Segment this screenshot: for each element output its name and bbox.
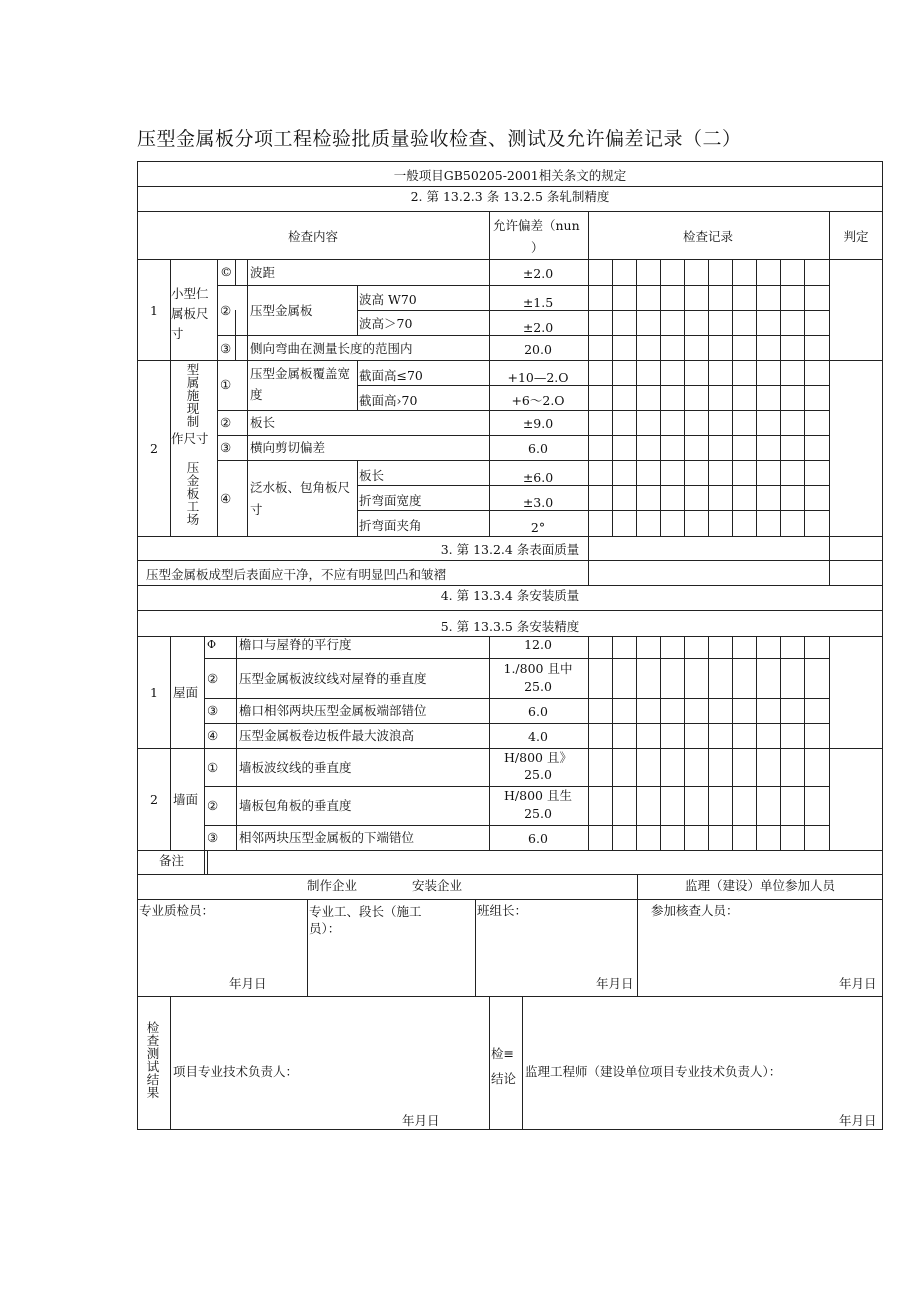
surface-requirement: 压型金属板成型后表面应干净，不应有明显凹凸和皱褶 xyxy=(146,567,447,582)
tolerance-value: 6.0 xyxy=(528,831,548,846)
engineer-label: 监理工程师（建设单位项目专业技术负责人）： xyxy=(525,1064,782,1079)
col-check-content: 检查内容 xyxy=(287,229,339,244)
item-label: 侧向弯曲在测量长度的范围内 xyxy=(250,341,413,356)
section-2-heading: 2. 第 13.2.3 条 13.2.5 条轧制精度 xyxy=(410,189,610,204)
tolerance-value: 20.0 xyxy=(524,342,552,357)
item-label: 压型金属板波纹线对屋脊的垂直度 xyxy=(239,671,427,686)
item-mark: ② xyxy=(207,798,219,813)
date-label: 年月日 xyxy=(229,976,267,991)
date-label: 年月日 xyxy=(839,1113,877,1128)
tolerance-value: 4.0 xyxy=(528,729,548,744)
col-tolerance: 允许偏差（nun xyxy=(493,218,580,233)
item-label: 泛水板、包角板尺寸 xyxy=(250,480,351,517)
general-items-heading: 一般项目GB50205-2001相关条文的规定 xyxy=(393,168,627,183)
result-label: 检查测试结果 xyxy=(146,1020,160,1100)
item-mark: ② xyxy=(220,415,232,430)
tolerance-value: 2° xyxy=(530,520,546,535)
group-label-lower: 压金板工场 xyxy=(186,460,200,527)
tech-lead-label: 项目专业技术负责人： xyxy=(173,1064,299,1079)
tolerance-value: ±9.0 xyxy=(522,416,554,431)
tolerance-value: 25.0 xyxy=(524,806,552,821)
qc-inspector-label: 专业质检员： xyxy=(139,903,215,918)
date-label: 年月日 xyxy=(596,976,634,991)
item-mark: ② xyxy=(220,303,232,318)
date-label: 年月日 xyxy=(402,1113,440,1128)
tolerance-value: ±2.0 xyxy=(522,320,554,335)
item-label: 檐口相邻两块压型金属板端部错位 xyxy=(239,703,427,718)
item-mark: ③ xyxy=(207,830,219,845)
tolerance-value: H/800 且生 xyxy=(504,788,572,803)
tolerance-value: 25.0 xyxy=(524,767,552,782)
maker-label: 制作企业 xyxy=(307,878,358,893)
row-no: 2 xyxy=(150,792,158,807)
tolerance-value: +10—2.O xyxy=(507,370,569,385)
tolerance-value: ±6.0 xyxy=(522,470,554,485)
section-4-heading: 4. 第 13.3.4 条安装质量 xyxy=(440,588,580,603)
tolerance-value: 6.0 xyxy=(528,441,548,456)
sub-item-label: 折弯面宽度 xyxy=(359,493,422,508)
col-tolerance-close: ） xyxy=(531,240,544,255)
item-mark: ① xyxy=(220,377,232,392)
tolerance-value: +6～2.O xyxy=(511,393,565,408)
item-mark: Φ xyxy=(207,638,217,651)
page-title: 压型金属板分项工程检验批质量验收检查、测试及允许偏差记录（二） xyxy=(137,128,742,150)
tolerance-value: 1./800 且中 xyxy=(503,661,573,676)
item-label: 檐口与屋脊的平行度 xyxy=(239,637,352,652)
group-label: 墙面 xyxy=(173,792,199,807)
item-label: 压型金属板卷边板件最大波浪高 xyxy=(239,728,415,743)
sub-item-label: 波高＞70 xyxy=(359,316,413,331)
tolerance-value: ±2.0 xyxy=(522,266,554,281)
group-label-upper: 型属施现制 xyxy=(186,362,200,429)
item-label: 波距 xyxy=(250,265,276,280)
section-3-heading: 3. 第 13.2.4 条表面质量 xyxy=(440,542,580,557)
item-mark: ③ xyxy=(220,440,232,455)
row-no: 2 xyxy=(150,441,158,456)
item-mark: ④ xyxy=(220,491,232,506)
tolerance-value: ±3.0 xyxy=(522,495,554,510)
item-mark: ③ xyxy=(207,703,219,718)
col-records: 检查记录 xyxy=(682,229,734,244)
group-label: 屋面 xyxy=(173,685,199,700)
section-5-heading: 5. 第 13.3.5 条安装精度 xyxy=(440,619,580,634)
item-mark: ① xyxy=(207,760,219,775)
sub-item-label: 折弯面夹角 xyxy=(359,518,422,533)
item-label: 相邻两块压型金属板的下端错位 xyxy=(239,830,415,845)
participants-label: 参加核查人员： xyxy=(651,903,739,918)
conclusion-label: 检≡ xyxy=(491,1046,514,1061)
item-label: 墙板波纹线的垂直度 xyxy=(239,760,352,775)
col-judge: 判定 xyxy=(843,229,869,244)
conclusion-label-2: 结论 xyxy=(491,1071,517,1086)
item-label: 墙板包角板的垂直度 xyxy=(239,798,352,813)
inspection-form xyxy=(137,161,883,1130)
installer-label: 安装企业 xyxy=(412,878,463,893)
tolerance-value: 6.0 xyxy=(528,704,548,719)
supervisor-label: 监理（建设）单位参加人员 xyxy=(684,878,836,893)
team-leader-label: 班组长： xyxy=(477,903,528,918)
item-label: 压型金属板覆盖宽度 xyxy=(250,366,351,402)
sub-item-label: 截面高≤70 xyxy=(359,368,423,383)
group-label: 小型仁属板尺寸 xyxy=(171,286,209,341)
sub-item-label: 板长 xyxy=(359,468,385,483)
row-no: 1 xyxy=(150,685,158,700)
item-label: 板长 xyxy=(250,415,276,430)
sub-item-label: 波高 W70 xyxy=(359,292,417,307)
date-label: 年月日 xyxy=(839,976,877,991)
group-label-middle: 作尺寸 xyxy=(171,431,209,446)
foreman-label: 专业工、段长（施工员）： xyxy=(309,904,422,936)
tolerance-value: H/800 且》 xyxy=(504,750,572,765)
remarks-label: 备注 xyxy=(159,853,185,868)
tolerance-value: 12.0 xyxy=(524,637,552,652)
tolerance-value: 25.0 xyxy=(524,679,552,694)
item-mark: © xyxy=(220,264,233,279)
item-mark: ② xyxy=(207,671,219,686)
tolerance-value: ±1.5 xyxy=(522,295,554,310)
item-label: 压型金属板 xyxy=(250,303,313,318)
item-mark: ④ xyxy=(207,728,219,743)
row-no: 1 xyxy=(150,303,158,318)
sub-item-label: 截面高›70 xyxy=(359,393,418,408)
item-mark: ③ xyxy=(220,341,232,356)
item-label: 横向剪切偏差 xyxy=(250,440,326,455)
